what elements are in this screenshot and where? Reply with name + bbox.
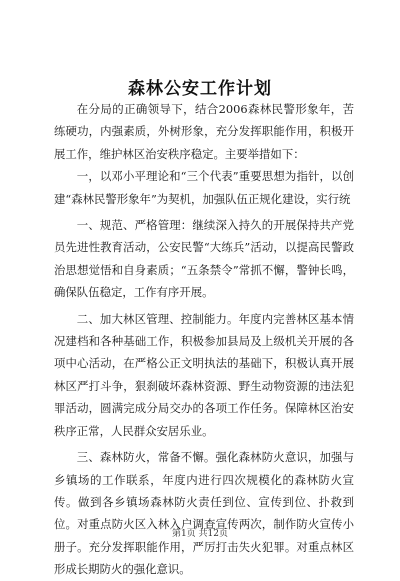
paragraph-intro: 在分局的正确领导下，结合2006森林民警形象年，苦练硬功，内强素质，外树形象，充分发挥职能作用，积极开展工作，维护林区治安秩序稳定。主要举措如下：: [54, 102, 354, 161]
paragraph-management: 一、规范、严格管理：继续深入持久的开展保持共产党员先进性教育活动，公安民警“大练兵”活动，以提高民警政治思想觉悟和自身素质；“五条禁令”常抓不懈，警钟长鸣，确保队伍稳定，工作有序开展。: [54, 218, 354, 300]
document-body: [54, 98, 354, 581]
paragraph-forest-control: 二、加大林区管理、控制能力。年度内完善林区基本情况建档和各种基础工作，积极参加县局及上级机关开展的各项中心活动，在严格公正文明执法的基础下，积极认真开展林区严打斗争，狠刹破坏森林资源、野生动物资源的违法犯罪活动，圆满完成分局交办的各项工作任务。保障林区治安秩序正常，人民群众安居乐业。: [54, 311, 354, 438]
page-number-label: 第1页 共12页: [171, 529, 229, 539]
document-title: 森林公安工作计划: [128, 79, 272, 99]
paragraph-fire-prevention: 三、森林防火，常备不懈。强化森林防火意识，加强与乡镇场的工作联系，年度内进行四次规模化的森林防火宣传。做到各乡镇场森林防火责任到位、宣传到位、扑救到位。对重点防火区入林入户调查宣传两次，制作防火宣传小册子。充分发挥职能作用，严厉打击失火犯罪。对重点林区形成长期防火的强化意识。: [54, 450, 354, 577]
paragraph-guideline: 一，以邓小平理论和“三个代表”重要思想为指针，以创建“森林民警形象年”为契机，加强队伍正规化建设，实行统: [54, 169, 354, 206]
page-footer: [0, 526, 400, 539]
